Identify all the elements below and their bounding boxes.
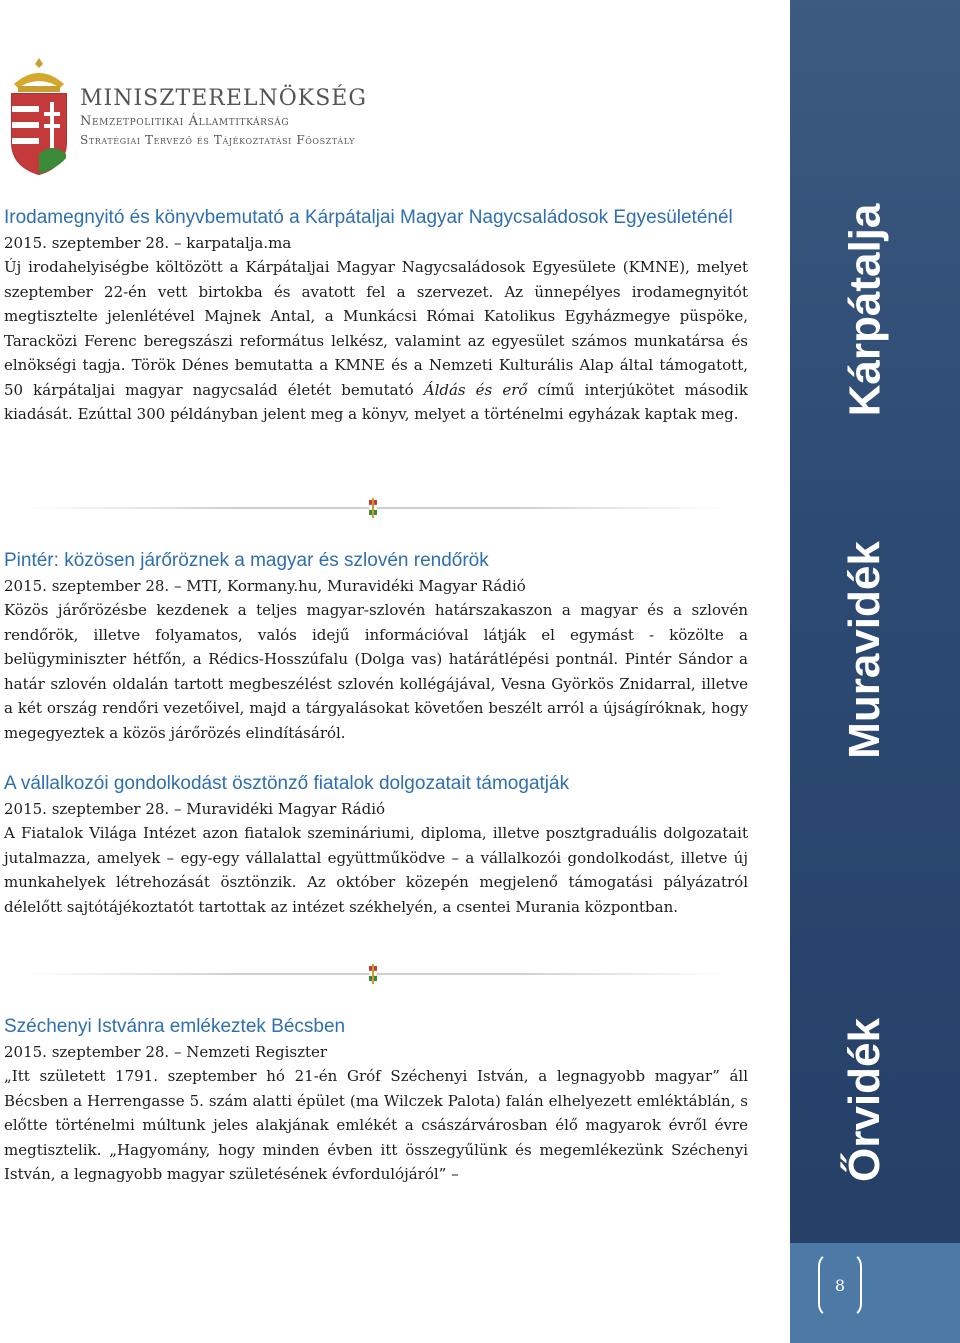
flag-ornament-icon xyxy=(366,498,380,518)
article-meta: 2015. szeptember 28. – Muravidéki Magyar Rádió xyxy=(4,800,386,818)
book-title: Áldás és erő xyxy=(423,380,528,399)
page-number: 8 xyxy=(818,1252,862,1318)
section-label-karpatalja: Kárpátalja xyxy=(840,203,890,417)
header-logo xyxy=(8,58,388,178)
article-karpatalja xyxy=(4,205,748,427)
article-body: Közös járőrözésbe kezdenek a teljes magyar-szlovén határszakaszon a magyar és a szlovén rendőrök, illetve folyamatos, valós idejű információval látják el egymást - közölte a belügyminiszter hétfőn, a Rédics-Hosszúfalu (Dolga vas) határátlépési pontnál. Pintér Sándor a határ szlovén oldalán tartott megbeszélést szlovén kollégájával, Vesna Györkös Znidarral, illetve a két ország rendőri vezetőivel, majd a tárgyalásokat követően beszélt arról a újságíróknak, hogy megegyeztek a közös járőrözés elindításáról. xyxy=(4,601,748,742)
article-pinter xyxy=(4,548,748,745)
sidebar-footer-box xyxy=(790,1243,960,1343)
article-szechenyi xyxy=(4,1014,748,1187)
section-divider xyxy=(26,498,726,518)
flag-ornament-icon xyxy=(366,964,380,984)
org-subtitle: Nemzetpolitikai Államtitkárság xyxy=(80,114,290,129)
section-label-orvidek: Őrvidék xyxy=(840,1018,889,1182)
org-department: Stratégiai Tervező és Tájékoztatási Főosztály xyxy=(80,133,355,147)
article-title: Széchenyi Istvánra emlékeztek Bécsben xyxy=(4,1016,346,1037)
coat-of-arms-icon xyxy=(8,58,70,176)
article-title: Pintér: közösen járőröznek a magyar és szlovén rendőrök xyxy=(4,550,489,571)
article-body: Új irodahelyiségbe költözött a Kárpátaljai Magyar Nagycsaládosok Egyesülete (KMNE), melyet szeptember 22-én vett birtokba és avatott fel a szervezet. Az ünnepélyes irodamegnyitót megtisztelte jelenlétével Majnek Antal, a Munkácsi Római Katolikus Egyházmegye püspöke, Taracközi Ferenc beregszászi református lelkész, valamint az egyesület számos munkatársa és elnökségi tagja. Török Dénes bemutatta a KMNE és a Nemzeti Kulturális Alap által támogatott, 50 kárpátaljai magyar nagycsalád életét bemutató Áldás és erő című interjúkötet második kiadását. Ezúttal 300 példányban jelent meg a könyv, melyet a történelmi egyházak kaptak meg. xyxy=(4,258,749,423)
article-title: A vállalkozói gondolkodást ösztönző fiatalok dolgozatait támogatják xyxy=(4,773,570,794)
article-meta: 2015. szeptember 28. – karpatalja.ma xyxy=(4,234,292,252)
article-fiatalok xyxy=(4,771,748,919)
section-divider xyxy=(26,964,726,984)
org-name: MINISZTERELNÖKSÉG xyxy=(80,86,367,111)
section-label-muravidek: Muravidék xyxy=(840,541,890,759)
article-meta: 2015. szeptember 28. – MTI, Kormany.hu, Muravidéki Magyar Rádió xyxy=(4,577,526,595)
article-meta: 2015. szeptember 28. – Nemzeti Regiszter xyxy=(4,1043,328,1061)
article-title: Irodamegnyitó és könyvbemutató a Kárpátaljai Magyar Nagycsaládosok Egyesületénél xyxy=(4,207,733,228)
article-body: A Fiatalok Világa Intézet azon fiatalok szemináriumi, diploma, illetve posztgraduális dolgozatait jutalmazza, amelyek – egy-egy vállalattal együttműködve – a vállalkozói gondolkodást, illetve új munkahelyek létrehozását ösztönzik. Az október közepén megjelenő támogatási pályázatról délelőtt sajtótájékoztatót tartottak az intézet székhelyén, a csentei Murania központban. xyxy=(4,824,748,916)
article-body: „Itt született 1791. szeptember hó 21-én Gróf Széchenyi István, a legnagyobb magyar” áll Bécsben a Herrengasse 5. szám alatti épület (ma Wilczek Palota) falán elhelyezett emléktáblán, s előtte történelmi múltunk jeles alakjának emlékét a császárvárosban élő magyarok évről évre megtisztelik. „Hagyomány, hogy minden évben itt összegyűlünk és megemlékezünk Széchenyi István, a legnagyobb magyar születésének évfordulójáról” – xyxy=(4,1067,748,1183)
